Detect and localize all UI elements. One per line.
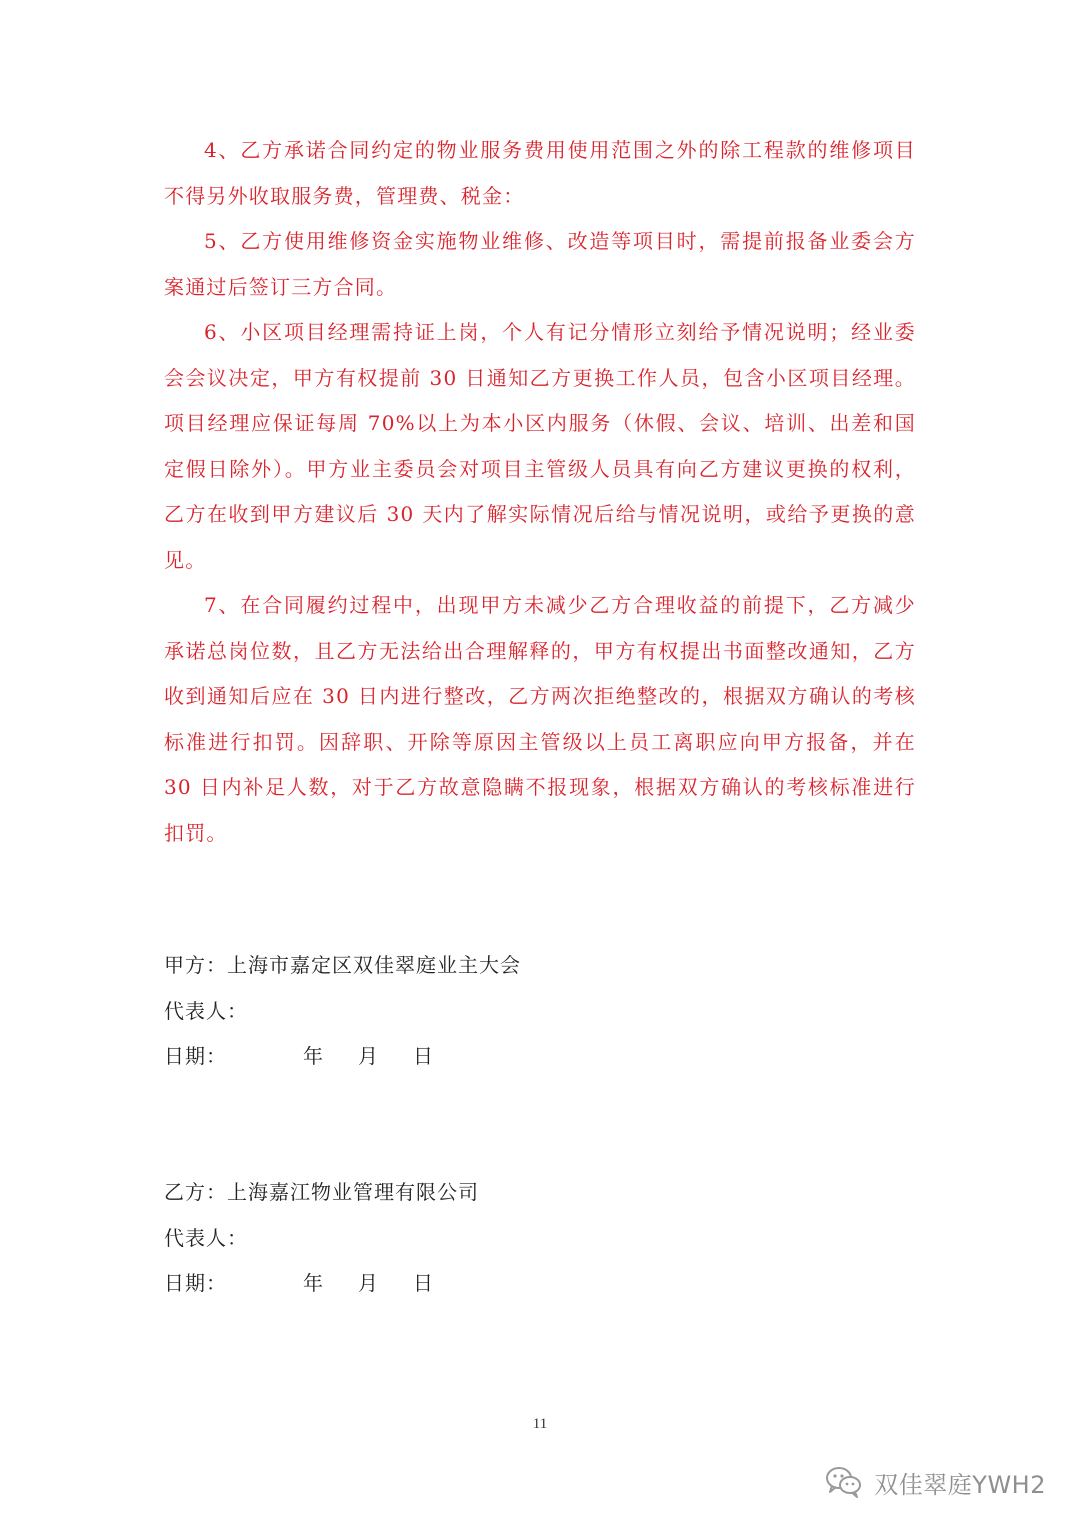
party-a-name: 甲方：上海市嘉定区双佳翠庭业主大会 xyxy=(164,953,521,977)
clause-5: 5、乙方使用维修资金实施物业维修、改造等项目时，需提前报备业委会方案通过后签订三方合同。 xyxy=(164,229,916,299)
contract-clauses xyxy=(164,128,916,856)
party-b-representative: 代表人： xyxy=(164,1225,248,1250)
clause-7: 7、在合同履约过程中，出现甲方未减少乙方合理收益的前提下，乙方减少承诺总岗位数，且乙方无法给出合理解释的，甲方有权提出书面整改通知，乙方收到通知后应在 30 日内进行整改，乙方两次拒绝整改的，根据双方确认的考核标准进行扣罚。因辞职、开除等原因主管级以上员工离职应向甲方报备，并在 30 日内补足人数，对于乙方故意隐瞒不报现象，根据双方确认的考核标准进行扣罚。 xyxy=(164,593,916,845)
party-b-date-day: 日 xyxy=(413,1271,434,1295)
party-b-date-year: 年 xyxy=(303,1271,324,1295)
party-b-signature-block xyxy=(164,1170,764,1307)
party-a-date-month: 月 xyxy=(358,1044,379,1068)
party-b-date-month: 月 xyxy=(358,1271,379,1295)
page-number: 11 xyxy=(532,1416,548,1432)
clause-6: 6、小区项目经理需持证上岗，个人有记分情形立刻给予情况说明；经业委会会议决定，甲方有权提前 30 日通知乙方更换工作人员，包含小区项目经理。项目经理应保证每周 70%以上为本小区内服务（休假、会议、培训、出差和国定假日除外）。甲方业主委员会对项目主管级人员具有向乙方建议更换的权利，乙方在收到甲方建议后 30 天内了解实际情况后给与情况说明，或给予更换的意见。 xyxy=(164,320,916,572)
watermark xyxy=(824,1462,1046,1502)
clause-4: 4、乙方承诺合同约定的物业服务费用使用范围之外的除工程款的维修项目不得另外收取服务费，管理费、税金： xyxy=(164,138,916,208)
watermark-text: 双佳翠庭YWH2 xyxy=(874,1470,1046,1499)
party-a-date xyxy=(164,1034,764,1080)
party-b-date xyxy=(164,1261,764,1307)
party-a-signature-block xyxy=(164,943,764,1080)
party-a-date-label: 日期： xyxy=(164,1044,227,1068)
party-b-name: 乙方：上海嘉江物业管理有限公司 xyxy=(164,1180,479,1204)
party-a-date-day: 日 xyxy=(413,1044,434,1068)
party-a-date-year: 年 xyxy=(303,1044,324,1068)
wechat-official-account-icon xyxy=(824,1465,864,1499)
party-b-date-label: 日期： xyxy=(164,1271,227,1295)
party-a-representative: 代表人： xyxy=(164,998,248,1023)
